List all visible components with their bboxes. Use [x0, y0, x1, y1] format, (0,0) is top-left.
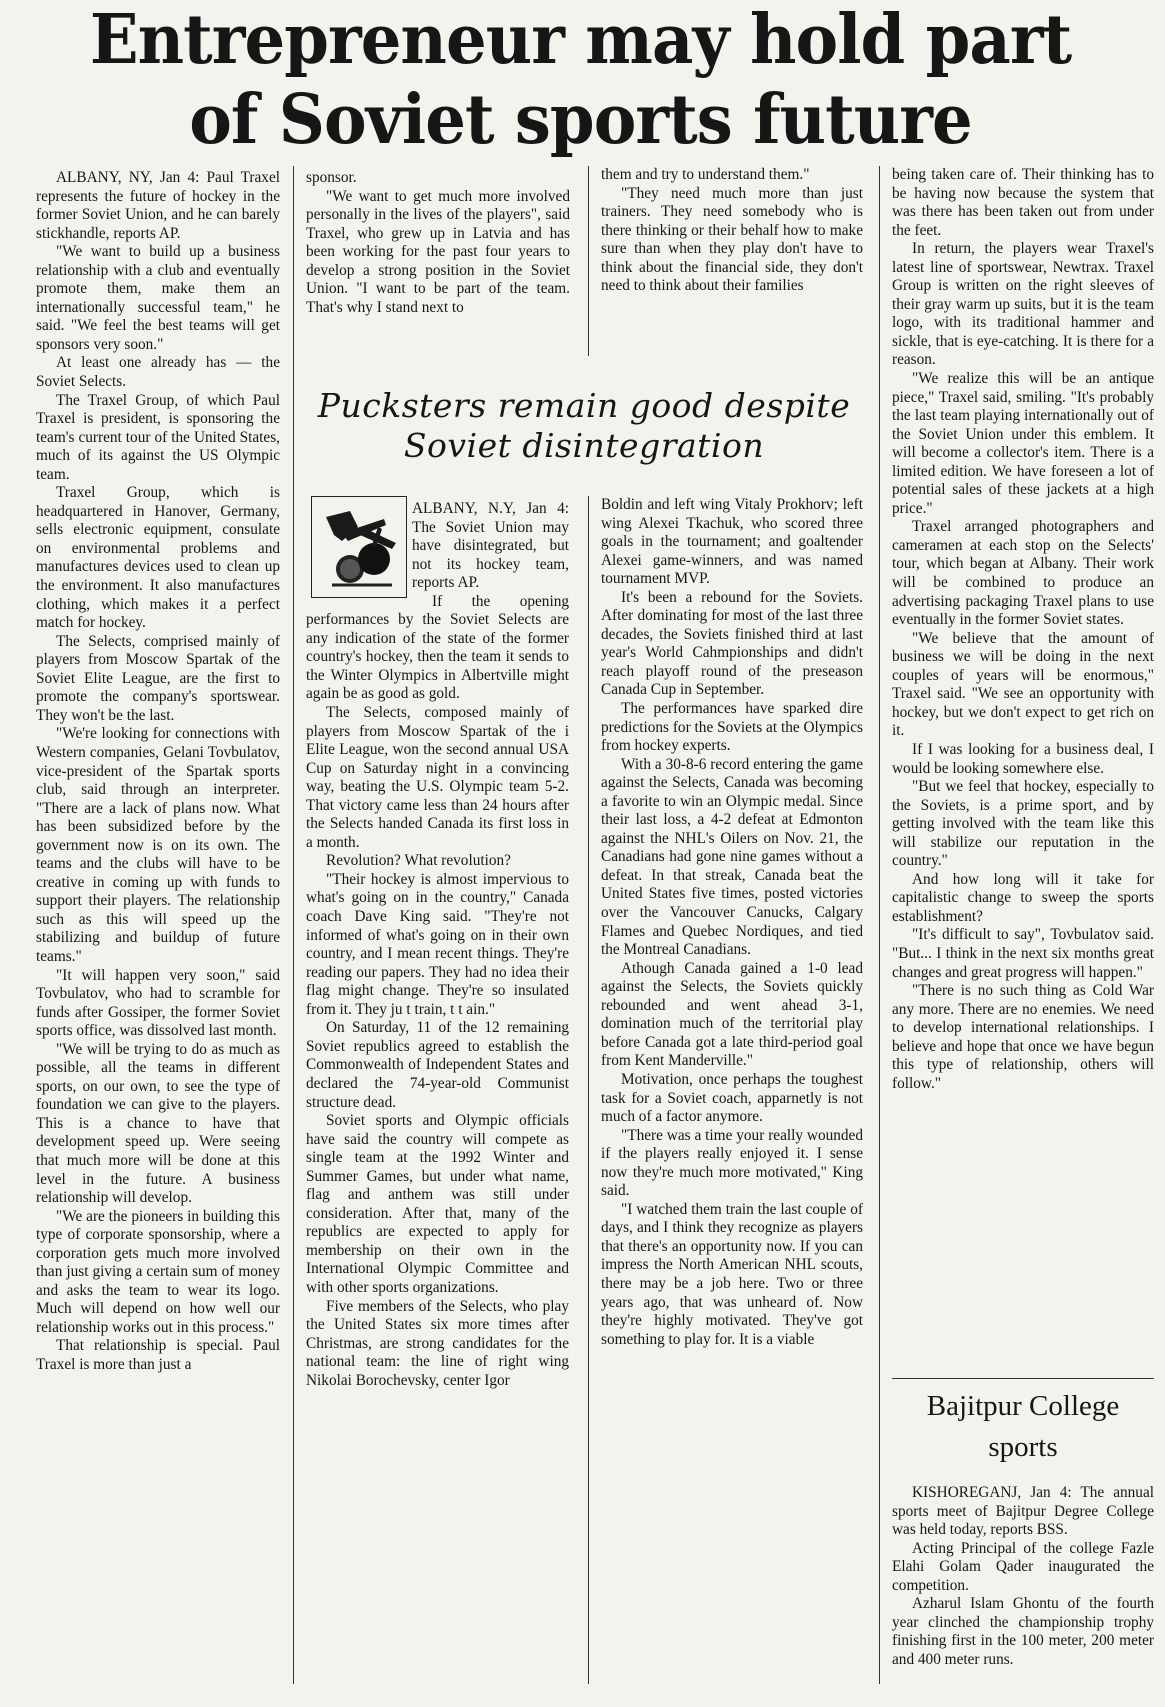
paragraph: Revolution? What revolution?	[326, 852, 511, 870]
paragraph: "It will happen very soon," said Tovbulatov, who had to scramble for funds after Gossiper, the former Soviet sports office, was dissolved last month.	[36, 966, 280, 1040]
section-rule	[892, 1378, 1154, 1379]
column-rule	[879, 166, 880, 1684]
article-3-headline-line-1: Bajitpur College	[926, 1390, 1120, 1422]
paragraph: Traxel arranged photographers and cameramen at each stop on the Selects' tour, which began at Albany. Their work will be combined to produce an advertising packaging Traxel plans to use eventually in the former Soviet states.	[892, 518, 1154, 629]
paragraph: ALBANY, N.Y, Jan 4: The Soviet Union may have disintegrated, but not its hockey team, reports AP.	[412, 500, 569, 592]
paragraph: With a 30-8-6 record entering the game against the Selects, Canada was becoming a favorite to win an Olympic medal. Since their last loss, a 4-2 defeat at Edmonton against the NHL's Oilers on Nov. 21, the Canadians had gone nine games without a defeat. In that streak, Canada beat the United States five times, posted victories over the Vancouver Canucks, Calgary Flames and Quebec Nordiques, and tied the Montreal Canadians.	[601, 755, 863, 959]
paragraph: sponsor.	[306, 169, 357, 186]
article-2-headline-line-2: Soviet disintegration	[403, 426, 765, 465]
paragraph: It's been a rebound for the Soviets. After dominating for most of the last three decades, the Soviets finished third at last year's World Cahmpionships and didn't reach playoff round of the preseason Canada Cup in September.	[601, 588, 863, 699]
paragraph: "There was a time your really wounded if the players really enjoyed it. I sense now they're much more motivated," King said.	[601, 1126, 863, 1200]
paragraph: "We realize this will be an antique piece," Traxel said, smiling. "It's probably the last team playing internationally out of the Soviet Union under this emblem. It will become a collector's item. There is a limited edition. We have foreseen a lot of potential sales of these jackets at a high price."	[892, 370, 1154, 517]
article-2-headline	[306, 386, 862, 466]
paragraph: "We are the pioneers in building this type of corporate sponsorship, where a corporation gets much more involved than just giving a certain sum of money and asks the team to wear its logo. Much will depend on how well our relationship works out in this process."	[36, 1207, 280, 1336]
article-3-headline-line-2: sports	[988, 1431, 1058, 1463]
paragraph: The Selects, composed mainly of players from Moscow Spartak of the i Elite League, won the second annual USA Cup on Saturday night in a convincing way, beating the U.S. Olympic team 5-2. That victory came less than 24 hours after the Selects handed Canada its first loss in a month.	[306, 704, 569, 851]
headline-line-1: Entrepreneur may hold part	[89, 0, 1072, 80]
headline-line-2: of Soviet sports future	[189, 80, 972, 160]
paragraph: "We want to get much more involved personally in the lives of the players", said Traxel, who grew up in Latvia and has been working for the past four years to develop a strong position in the Soviet Union. "I want to be part of the team. That's why I stand next to	[306, 187, 570, 316]
paragraph: Soviet sports and Olympic officials have said the country will compete as single team at the 1992 Winter and Summer Games, but under what name, flag and anthem was still under consideration. After that, many of the republics are expected to apply for membership on their own in the International Olympic Committee and with other sports organizations.	[306, 1112, 569, 1296]
paragraph: "We're looking for connections with Western companies, Gelani Tovbulatov, vice-president of the Spartak sports club, said through an interpreter. "There are a lack of plans now. What has been subsidized before by the government now is on its own. The teams and the clubs will have to be creative in coming up with funds to support their players. The relationship such as this will speed up the stabilizing and buildup of future teams."	[36, 725, 280, 965]
article-2-column-2	[601, 496, 863, 1681]
paragraph: "I watched them train the last couple of days, and I think they recognize as players that there's an opportunity now. If you can impress the North American NHL scouts, there may be a job here. Two or three years ago, that was unheard of. Now they're highly motivated. They've got something to play for. It is a viable	[601, 1200, 863, 1348]
main-headline	[52, 0, 1110, 160]
paragraph: Traxel Group, which is headquartered in Hanover, Germany, sells electronic equipment, consulate on environmental problems and manufactures devices used to clean up the environment. It also manufactures clothing, which makes it a perfect match for hockey.	[36, 484, 280, 632]
paragraph: If I was looking for a business deal, I would be looking somewhere else.	[892, 740, 1154, 777]
article-1-column-3	[601, 166, 863, 358]
paragraph: them and try to understand them."	[601, 166, 810, 183]
paragraph: The performances have sparked dire predictions for the Soviets at the Olympics from hockey experts.	[601, 700, 863, 755]
article-2-column-1	[306, 500, 569, 1680]
paragraph: "It's difficult to say", Tovbulatov said. "But... I think in the next six months great changes and great progress will happen."	[892, 926, 1154, 981]
paragraph: "They need much more than just trainers. They need somebody who is there thinking or their behalf how to make sure than when they play don't have to think about the financial side, they don't need to think about their families	[601, 184, 863, 295]
paragraph: At least one already has — the Soviet Selects.	[36, 354, 280, 391]
paragraph: Acting Principal of the college Fazle Elahi Golam Qader inaugurated the competition.	[892, 1539, 1154, 1594]
paragraph: ALBANY, NY, Jan 4: Paul Traxel represents the future of hockey in the former Soviet Union, and he can barely stickhandle, reports AP.	[36, 169, 280, 242]
column-rule	[588, 496, 589, 1684]
article-1-column-4	[892, 166, 1154, 1426]
paragraph: If the opening performances by the Soviet Selects are any indication of the state of the former country's hockey, then the team it sends to the Winter Olympics in Albertville might again be as good as gold.	[306, 592, 569, 703]
paragraph: "There is no such thing as Cold War any more. There are no enemies. We need to develop international relationships. I believe and hope that once we have begun this type of relationship, others will follow."	[892, 982, 1154, 1092]
paragraph: "We will be trying to do as much as possible, all the teams in different sports, on our own, to see the type of foundation we can give to the players. This is a chance to have that development speed up. Were seeing that much more will be done at this level in the future. A business relationship will develop.	[36, 1040, 280, 1207]
paragraph: KISHOREGANJ, Jan 4: The annual sports meet of Bajitpur Degree College was held today, reports BSS.	[892, 1484, 1154, 1539]
paragraph: Boldin and left wing Vitaly Prokhorv; left wing Alexei Tkachuk, who scored three goals in the tournament; and goaltender Alexei game-winners, and was named tournament MVP.	[601, 496, 863, 588]
paragraph: being taken care of. Their thinking has to be having now because the system that was there has been taken out from under the feet.	[892, 166, 1154, 239]
paragraph: "Their hockey is almost impervious to what's going on in the country," Canada coach Dave King said. "They're not informed of what's going on in their own country, and I mean recent things. They're reading our papers. They had no idea their flag might change. They're so insulated from it. They ju t train, t t ain."	[306, 870, 569, 1018]
paragraph: "We want to build up a business relationship with a club and eventually promote them, make them an internationally successful team," he said. "We feel the best teams will get sponsors very soon."	[36, 243, 280, 353]
article-1-column-2	[306, 169, 570, 355]
paragraph: The Traxel Group, of which Paul Traxel is president, is sponsoring the team's current tour of the United States, much of its against the US Olympic team.	[36, 391, 280, 483]
paragraph: "But we feel that hockey, especially to the Soviets, is a prime sport, and by getting involved with the team like this will stabilize our reputation in the country."	[892, 778, 1154, 870]
column-rule	[293, 166, 294, 1684]
article-1-column-1	[36, 169, 280, 1674]
paragraph: "We believe that the amount of business we will be doing in the next couples of years will be enormous," Traxel said. "We see an opportunity with hockey, but we don't expect to get rich on it.	[892, 629, 1154, 740]
article-3-headline	[892, 1386, 1154, 1468]
paragraph: That relationship is special. Paul Traxel is more than just a	[36, 1337, 280, 1373]
paragraph: Athough Canada gained a 1-0 lead against the Selects, the Soviets quickly rebounded and went ahead 3-1, domination much of the territorial play before Canada got a late third-period goal from Kent Manderville."	[601, 959, 863, 1070]
paragraph: In return, the players wear Traxel's latest line of sportswear, Newtrax. Traxel Group is written on the right sleeves of their gray warm up suits, but it is the team logo, with its traditional hammer and sickle, that is eye-catching. It is there for a reason.	[892, 240, 1154, 369]
paragraph: Five members of the Selects, who play the United States six more times after Christmas, are strong candidates for the national team: the line of right wing Nikolai Borochevsky, center Igor	[306, 1297, 569, 1389]
article-2-headline-line-1: Pucksters remain good despite	[317, 386, 851, 425]
article-3-body	[892, 1484, 1154, 1681]
column-rule	[588, 166, 589, 356]
paragraph: And how long will it take for capitalistic change to sweep the sports establishment?	[892, 870, 1154, 925]
paragraph: Motivation, once perhaps the toughest task for a Soviet coach, apparnetly is not much of a factor anymore.	[601, 1070, 863, 1126]
paragraph: The Selects, comprised mainly of players from Moscow Spartak of the Soviet Elite League, are the first to promote the company's sportswear. They won't be the last.	[36, 632, 280, 724]
paragraph: Azharul Islam Ghontu of the fourth year clinched the championship trophy finishing first in the 100 meter, 200 meter and 400 meter runs.	[892, 1595, 1154, 1668]
paragraph: On Saturday, 11 of the 12 remaining Soviet republics agreed to establish the Commonwealth of Independent States and declared the 74-year-old Communist structure dead.	[306, 1019, 569, 1111]
